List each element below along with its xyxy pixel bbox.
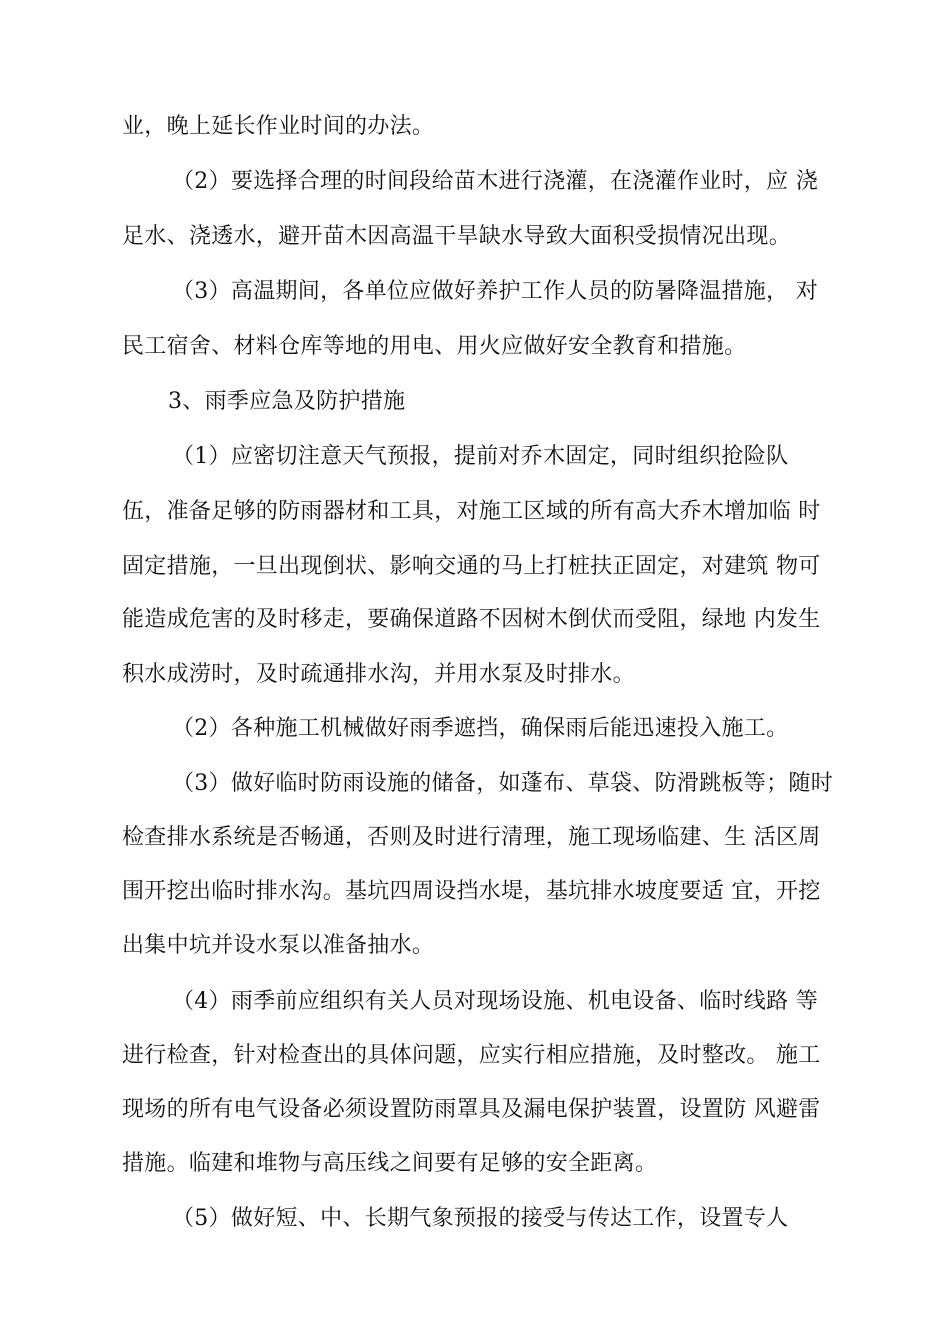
text-line-8: 伍，准备足够的防雨器材和工具，对施工区域的所有高大乔木增加临 时 <box>122 499 821 524</box>
text-line-3: 足水、浇透水，避开苗木因高温干旱缺水导致大面积受损情况出现。 <box>122 224 792 249</box>
text-line-21: （5）做好短、中、长期气象预报的接受与传达工作，设置专人 <box>172 1206 789 1231</box>
text-line-17: （4）雨季前应组织有关人员对现场设施、机电设备、临时线路 等 <box>172 989 818 1014</box>
text-line-7: （1）应密切注意天气预报，提前对乔木固定，同时组织抢险队 <box>172 444 789 469</box>
text-line-1: 业，晚上延长作业时间的办法。 <box>122 114 435 139</box>
text-line-12: （2）各种施工机械做好雨季遮挡，确保雨后能迅速投入施工。 <box>172 716 789 741</box>
text-line-13: （3）做好临时防雨设施的储备，如蓬布、草袋、防滑跳板等；随时 <box>172 771 833 796</box>
text-line-18: 进行检查，针对检查出的具体问题，应实行相应措施，及时整改。 施工 <box>122 1043 821 1068</box>
text-line-14: 检查排水系统是否畅通，否则及时进行清理，施工现场临建、生 活区周 <box>122 825 821 850</box>
text-line-4: （3）高温期间，各单位应做好养护工作人员的防暑降温措施， 对 <box>172 279 818 304</box>
text-line-5: 民工宿舍、材料仓库等地的用电、用火应做好安全教育和措施。 <box>122 334 747 359</box>
text-line-16: 出集中坑并设水泵以准备抽水。 <box>122 933 435 958</box>
section-heading: 3、雨季应急及防护措施 <box>168 389 406 414</box>
text-line-19: 现场的所有电气设备必须设置防雨罩具及漏电保护装置，设置防 风避雷 <box>122 1097 821 1122</box>
text-line-15: 围开挖出临时排水沟。基坑四周设挡水堤，基坑排水坡度要适 宜，开挖 <box>122 879 821 904</box>
text-line-9: 固定措施，一旦出现倒状、影响交通的马上打桩扶正固定，对建筑 物可 <box>122 554 821 579</box>
text-line-2: （2）要选择合理的时间段给苗木进行浇灌，在浇灌作业时，应 浇 <box>172 169 818 194</box>
text-line-10: 能造成危害的及时移走，要确保道路不因树木倒伏而受阻，绿地 内发生 <box>122 607 821 632</box>
text-line-20: 措施。临建和堆物与高压线之间要有足够的安全距离。 <box>122 1151 658 1176</box>
text-line-11: 积水成涝时，及时疏通排水沟，并用水泵及时排水。 <box>122 662 635 687</box>
